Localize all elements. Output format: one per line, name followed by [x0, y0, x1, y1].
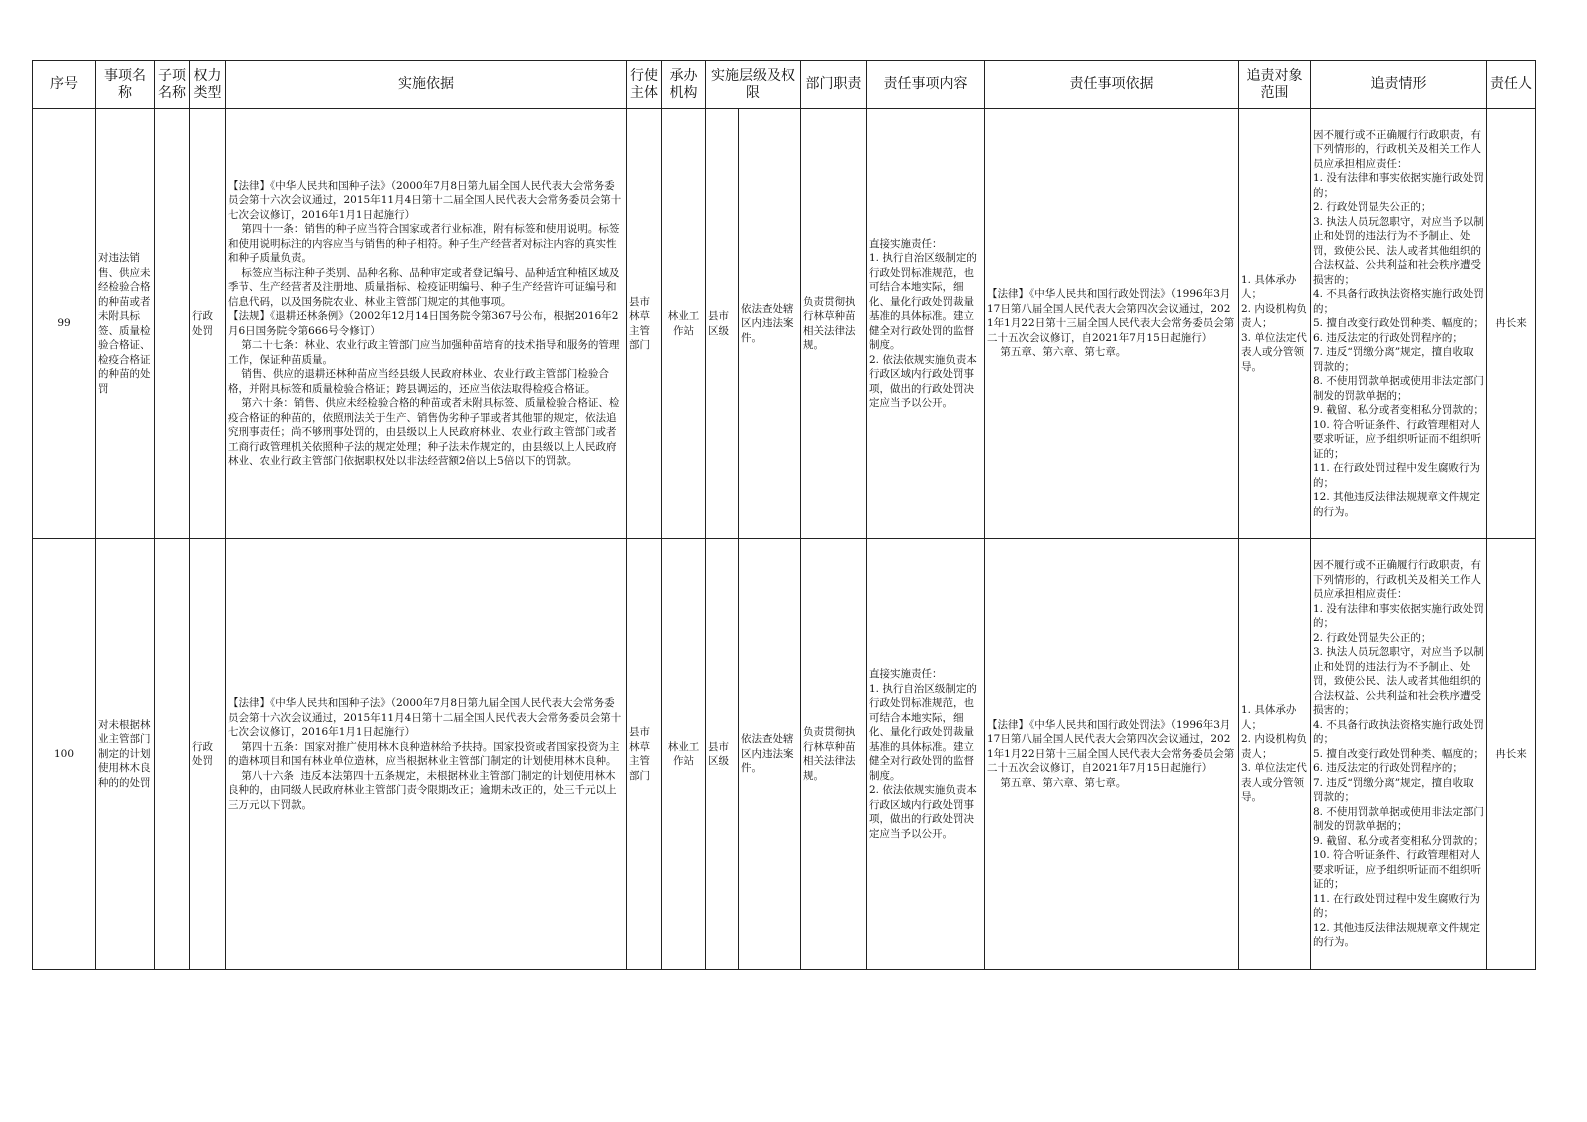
cell-level-b: 依法查处辖区内违法案件。: [739, 539, 801, 970]
responsibility-table: [32, 60, 1536, 970]
cell-level-a: 县市区级: [706, 109, 739, 539]
header-sub-item: 子项名称: [155, 61, 190, 109]
cell-scope: 1. 具体承办人； 2. 内设机构负责人； 3. 单位法定代表人或分管领导。: [1239, 109, 1311, 539]
cell-item-name: 对未根据林业主管部门制定的计划使用林木良种的的处罚: [96, 539, 155, 970]
header-situation: 追责情形: [1311, 61, 1487, 109]
header-dept-duty: 部门职责: [801, 61, 867, 109]
cell-resp-content: 直接实施责任： 1. 执行自治区级制定的行政处罚标准规范，也可结合本地实际，细化、量化行政处罚裁量基准的具体标准。建立健全对行政处罚的监督制度。 2. 依法依规实施负责本行政区域内行政处罚事项，做出的行政处罚决定应当予以公开。: [867, 109, 985, 539]
cell-sub-item: [155, 109, 190, 539]
header-item-name: 事项名称: [96, 61, 155, 109]
cell-subject: 县市林草主管部门: [627, 109, 662, 539]
cell-item-name: 对违法销售、供应未经检验合格的种苗或者未附具标签、质量检验合格证、检疫合格证的种苗的处罚: [96, 109, 155, 539]
header-subject: 行使主体: [627, 61, 662, 109]
cell-scope: 1. 具体承办人； 2. 内设机构负责人； 3. 单位法定代表人或分管领导。: [1239, 539, 1311, 970]
cell-level-b: 依法查处辖区内违法案件。: [739, 109, 801, 539]
cell-resp-basis: 【法律】《中华人民共和国行政处罚法》（1996年3月17日第八届全国人民代表大会第四次会议通过，2021年1月22日第十三届全国人民代表大会常务委员会第二十五次会议修订，自2021年7月15日起施行） 第五章、第六章、第七章。: [985, 539, 1239, 970]
cell-level-a: 县市区级: [706, 539, 739, 970]
cell-person: 冉长来: [1487, 109, 1536, 539]
header-scope: 追责对象范围: [1239, 61, 1311, 109]
cell-resp-basis: 【法律】《中华人民共和国行政处罚法》（1996年3月17日第八届全国人民代表大会第四次会议通过，2021年1月22日第十三届全国人民代表大会常务委员会第二十五次会议修订，自2021年7月15日起施行） 第五章、第六章、第七章。: [985, 109, 1239, 539]
cell-resp-content: 直接实施责任： 1. 执行自治区级制定的行政处罚标准规范，也可结合本地实际，细化、量化行政处罚裁量基准的具体标准。建立健全对行政处罚的监督制度。 2. 依法依规实施负责本行政区域内行政处罚事项，做出的行政处罚决定应当予以公开。: [867, 539, 985, 970]
cell-power-type: 行政处罚: [190, 109, 226, 539]
cell-seq: 99: [33, 109, 96, 539]
header-resp-content: 责任事项内容: [867, 61, 985, 109]
cell-basis: 【法律】《中华人民共和国种子法》（2000年7月8日第九届全国人民代表大会常务委员会第十六次会议通过，2015年11月4日第十二届全国人民代表大会常务委员会第十七次会议修订，2016年1月1日起施行） 第四十一条：销售的种子应当符合国家或者行业标准，附有标签和使用说明。标签和使用说明标注的内容应当与销售的种子相符。种子生产经营者对标注内容的真实性和种子质量负责。 标签应当标注种子类别、品种名称、品种审定或者登记编号、品种适宜种植区域及季节、生产经营者及注册地、质量指标、检疫证明编号、种子生产经营许可证编号和信息代码，以及国务院农业、林业主管部门规定的其他事项。 【法规】《退耕还林条例》（2002年12月14日国务院令第367号公布，根据2016年2月6日国务院令第666号令修订） 第二十七条：林业、农业行政主管部门应当加强种苗培育的技术指导和服务的管理工作，保证种苗质量。 销售、供应的退耕还林种苗应当经县级人民政府林业、农业行政主管部门检验合格，并附具标签和质量检验合格证；跨县调运的，还应当依法取得检疫合格证。 第六十条：销售、供应未经检验合格的种苗或者未附具标签、质量检验合格证、检疫合格证的种苗的，依照刑法关于生产、销售伪劣种子罪或者其他罪的规定，依法追究刑事责任；尚不够刑事处罚的，由县级以上人民政府林业、农业行政主管部门或者工商行政管理机关依照种子法的规定处理；种子法未作规定的，由县级以上人民政府林业、农业行政主管部门依据职权处以非法经营额2倍以上5倍以下的罚款。: [226, 109, 627, 539]
header-power-type: 权力类型: [190, 61, 226, 109]
table-row: [33, 109, 1536, 539]
header-level: 实施层级及权限: [706, 61, 801, 109]
header-resp-basis: 责任事项依据: [985, 61, 1239, 109]
cell-situation: 因不履行或不正确履行行政职责，有下列情形的，行政机关及相关工作人员应承担相应责任： 1. 没有法律和事实依据实施行政处罚的； 2. 行政处罚显失公正的； 3. 执法人员玩忽职守，对应当予以制止和处罚的违法行为不予制止、处罚，致使公民、法人或者其他组织的合法权益、公共利益和社会秩序遭受损害的； 4. 不具备行政执法资格实施行政处罚的； 5. 擅自改变行政处罚种类、幅度的； 6. 违反法定的行政处罚程序的； 7. 违反“罚缴分离”规定，擅自收取罚款的； 8. 不使用罚款单据或使用非法定部门制发的罚款单据的； 9. 截留、私分或者变相私分罚款的； 10. 符合听证条件、行政管理相对人要求听证，应予组织听证而不组织听证的； 11. 在行政处罚过程中发生腐败行为的； 12. 其他违反法律法规规章文件规定的行为。: [1311, 109, 1487, 539]
header-seq: 序号: [33, 61, 96, 109]
header-agency: 承办机构: [662, 61, 706, 109]
header-basis: 实施依据: [226, 61, 627, 109]
header-person: 责任人: [1487, 61, 1536, 109]
cell-sub-item: [155, 539, 190, 970]
cell-subject: 县市林草主管部门: [627, 539, 662, 970]
cell-power-type: 行政处罚: [190, 539, 226, 970]
cell-dept-duty: 负责贯彻执行林草种苗相关法律法规。: [801, 539, 867, 970]
cell-agency: 林业工作站: [662, 539, 706, 970]
cell-person: 冉长来: [1487, 539, 1536, 970]
cell-basis: 【法律】《中华人民共和国种子法》（2000年7月8日第九届全国人民代表大会常务委员会第十六次会议通过，2015年11月4日第十二届全国人民代表大会常务委员会第十七次会议修订，2016年1月1日起施行） 第四十五条：国家对推广使用林木良种造林给予扶持。国家投资或者国家投资为主的造林项目和国有林业单位造林，应当根据林业主管部门制定的计划使用林木良种。 第八十六条 违反本法第四十五条规定，未根据林业主管部门制定的计划使用林木良种的，由同级人民政府林业主管部门责令限期改正；逾期未改正的，处三千元以上三万元以下罚款。: [226, 539, 627, 970]
table-row: [33, 539, 1536, 970]
cell-agency: 林业工作站: [662, 109, 706, 539]
header-row: [33, 61, 1536, 109]
cell-seq: 100: [33, 539, 96, 970]
cell-situation: 因不履行或不正确履行行政职责，有下列情形的，行政机关及相关工作人员应承担相应责任： 1. 没有法律和事实依据实施行政处罚的； 2. 行政处罚显失公正的； 3. 执法人员玩忽职守，对应当予以制止和处罚的违法行为不予制止、处罚，致使公民、法人或者其他组织的合法权益、公共利益和社会秩序遭受损害的； 4. 不具备行政执法资格实施行政处罚的； 5. 擅自改变行政处罚种类、幅度的； 6. 违反法定的行政处罚程序的； 7. 违反“罚缴分离”规定，擅自收取罚款的； 8. 不使用罚款单据或使用非法定部门制发的罚款单据的； 9. 截留、私分或者变相私分罚款的； 10. 符合听证条件、行政管理相对人要求听证，应予组织听证而不组织听证的； 11. 在行政处罚过程中发生腐败行为的； 12. 其他违反法律法规规章文件规定的行为。: [1311, 539, 1487, 970]
cell-dept-duty: 负责贯彻执行林草种苗相关法律法规。: [801, 109, 867, 539]
